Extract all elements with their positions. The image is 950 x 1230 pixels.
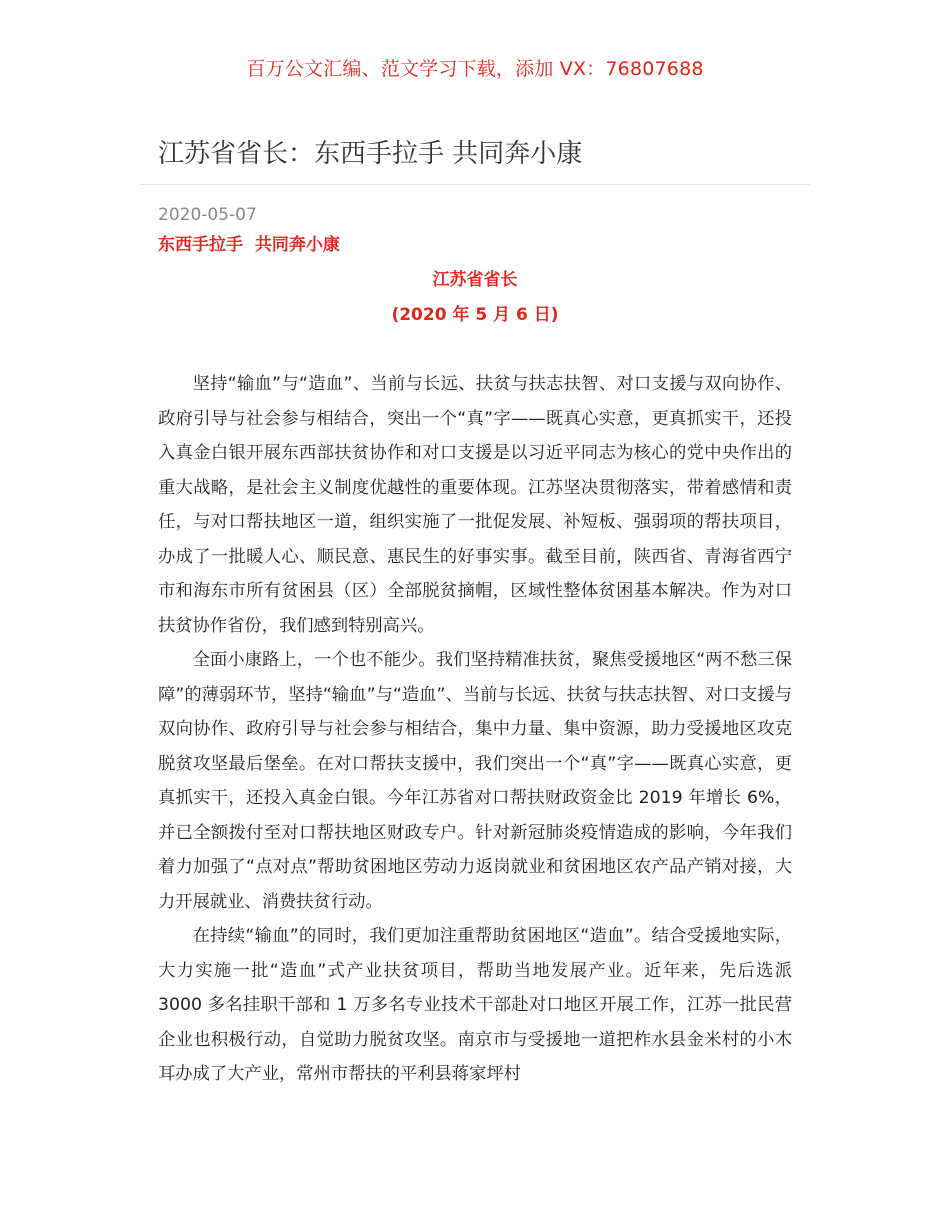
publish-date: 2020-05-07 [158,205,257,225]
body-paragraph-3: 在持续“输血”的同时，我们更加注重帮助贫困地区“造血”。结合受援地实际，大力实施一批“造血”式产业扶贫项目，帮助当地发展产业。近年来，先后选派 3000 多名挂职干部和 1 万多名专业技术干部赴对口地区开展工作，江苏一批民营企业也积极行动，自觉助力脱贫攻坚。南京市与受援地一道把柞水县金米村的小木耳办成了大产业，常州市帮扶的平利县蒋家坪村 [158,926,792,1084]
body-paragraph-1: 坚持“输血”与“造血”、当前与长远、扶贫与扶志扶智、对口支援与双向协作、政府引导与社会参与相结合，突出一个“真”字——既真心实意，更真抓实干，还投入真金白银开展东西部扶贫协作和对口支援是以习近平同志为核心的党中央作出的重大战略，是社会主义制度优越性的重要体现。江苏坚决贯彻落实，带着感情和责任，与对口帮扶地区一道，组织实施了一批促发展、补短板、强弱项的帮扶项目，办成了一批暖人心、顺民意、惠民生的好事实事。截至目前，陕西省、青海省西宁市和海东市所有贫困县（区）全部脱贫摘帽，区域性整体贫困基本解决。作为对口扶贫协作省份，我们感到特别高兴。 [158,374,792,636]
title-divider [140,184,810,185]
speech-date: (2020 年 5 月 6 日) [391,305,559,325]
watermark-banner: 百万公文汇编、范文学习下载，添加 VX：76807688 [246,58,704,80]
article-title: 江苏省省长：东西手拉手 共同奔小康 [158,139,583,169]
article-subtitle: 东西手拉手 共同奔小康 [158,235,340,255]
body-paragraph-2: 全面小康路上，一个也不能少。我们坚持精准扶贫，聚焦受援地区“两不愁三保障”的薄弱环节，坚持“输血”与“造血”、当前与长远、扶贫与扶志扶智、对口支援与双向协作、政府引导与社会参与相结合，集中力量、集中资源，助力受援地区攻克脱贫攻坚最后堡垒。在对口帮扶支援中，我们突出一个“真”字——既真心实意，更真抓实干，还投入真金白银。今年江苏省对口帮扶财政资金比 2019 年增长 6%，并已全额拨付至对口帮扶地区财政专户。针对新冠肺炎疫情造成的影响，今年我们着力加强了“点对点”帮助贫困地区劳动力返岗就业和贫困地区农产品产销对接，大力开展就业、消费扶贫行动。 [158,650,792,912]
article-body [158,367,792,1092]
speech-author: 江苏省省长 [432,270,518,290]
